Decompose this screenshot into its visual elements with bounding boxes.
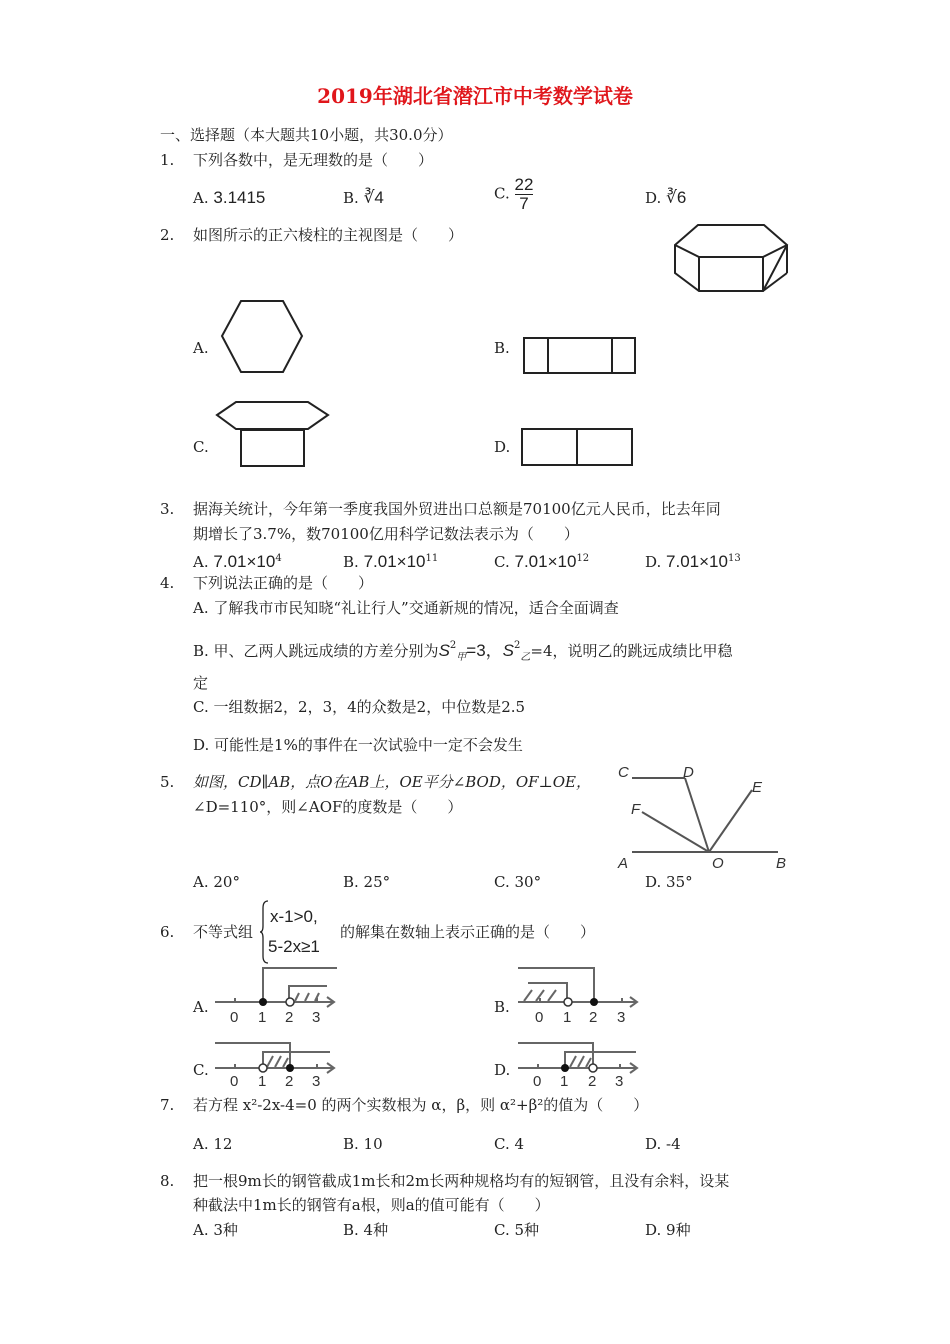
q7-option-b[interactable]: B. 10 bbox=[343, 1135, 383, 1153]
q4-option-c[interactable]: C. 一组数据2，2，3，4的众数是2，中位数是2.5 bbox=[193, 698, 526, 716]
q5-option-c[interactable]: C. 30° bbox=[494, 873, 542, 891]
option-label: B. bbox=[343, 189, 359, 207]
q6-stem-suffix: 的解集在数轴上表示正确的是（ ） bbox=[340, 923, 596, 941]
number-line-d bbox=[518, 1040, 643, 1090]
q6-option-d[interactable]: D. bbox=[494, 1061, 511, 1079]
q1-stem: 下列各数中，是无理数的是（ ） bbox=[193, 151, 434, 169]
label-e: E bbox=[752, 779, 763, 796]
tick-label: 1 bbox=[258, 1009, 267, 1026]
option-exponent: 4 bbox=[275, 553, 282, 564]
number-line-c bbox=[215, 1040, 340, 1090]
exponent: 2 bbox=[514, 640, 521, 651]
option-text: B. 甲、乙两人跳远成绩的方差分别为 bbox=[193, 642, 439, 660]
tick-label: 3 bbox=[615, 1073, 624, 1090]
q3-option-d[interactable] bbox=[645, 549, 741, 572]
tick-label: 2 bbox=[285, 1009, 294, 1026]
q1-option-c[interactable] bbox=[494, 176, 533, 213]
q3-option-a[interactable] bbox=[193, 549, 282, 572]
option-value: 3.1415 bbox=[213, 188, 266, 207]
option-value: ∛4 bbox=[363, 188, 384, 207]
open-point bbox=[259, 1064, 267, 1072]
fraction bbox=[515, 176, 534, 213]
option-base: 7.01×10 bbox=[363, 552, 426, 571]
variance-symbol: S bbox=[502, 641, 515, 660]
q7-stem: 若方程 x²-2x-4=0 的两个实数根为 α，β，则 α²+β²的值为（ ） bbox=[193, 1096, 649, 1114]
option-base: 7.01×10 bbox=[213, 552, 276, 571]
option-text: =3， bbox=[466, 641, 503, 660]
option-exponent: 13 bbox=[727, 553, 741, 564]
option-base: 7.01×10 bbox=[666, 552, 728, 571]
label-a: A bbox=[618, 855, 629, 872]
exponent: 2 bbox=[449, 640, 457, 651]
open-point bbox=[286, 998, 294, 1006]
q5-stem-line2: ∠D=110°，则∠AOF的度数是（ ） bbox=[193, 798, 463, 816]
q6-option-c[interactable]: C. bbox=[193, 1061, 209, 1079]
tick-label: 2 bbox=[588, 1073, 597, 1090]
variance-symbol: S bbox=[438, 641, 450, 660]
tick-label: 1 bbox=[560, 1073, 569, 1090]
q8-option-c[interactable]: C. 5种 bbox=[494, 1221, 540, 1239]
option-exponent: 11 bbox=[425, 553, 439, 564]
option-label: C. bbox=[494, 553, 510, 571]
option-base: 7.01×10 bbox=[514, 552, 577, 571]
closed-point bbox=[590, 998, 598, 1006]
q1-option-b[interactable] bbox=[343, 188, 384, 208]
open-point bbox=[564, 998, 572, 1006]
q3-stem-line1: 据海关统计，今年第一季度我国外贸进出口总额是70100亿元人民币，比去年同 bbox=[193, 500, 721, 518]
angle-figure bbox=[612, 760, 792, 872]
tick-label: 3 bbox=[312, 1073, 321, 1090]
q8-option-a[interactable]: A. 3种 bbox=[193, 1221, 238, 1239]
closed-point bbox=[561, 1064, 569, 1072]
numerator: 22 bbox=[514, 175, 534, 194]
label-d: D bbox=[683, 764, 694, 781]
q4-number: 4. bbox=[160, 574, 175, 592]
q7-option-d[interactable]: D. -4 bbox=[645, 1135, 681, 1153]
tick-label: 3 bbox=[312, 1009, 321, 1026]
closed-point bbox=[259, 998, 267, 1006]
q3-stem-line2: 期增长了3.7%，数70100亿用科学记数法表示为（ ） bbox=[193, 525, 579, 543]
q6-stem-prefix: 不等式组 bbox=[193, 923, 254, 941]
inequality-1: x-1>0, bbox=[270, 907, 318, 926]
q1-option-d[interactable] bbox=[645, 188, 686, 208]
q2-option-c[interactable]: C. bbox=[193, 438, 209, 456]
tick-label: 2 bbox=[285, 1073, 294, 1090]
number-line-a bbox=[215, 965, 340, 1025]
tick-label: 3 bbox=[617, 1009, 626, 1026]
closed-point bbox=[286, 1064, 294, 1072]
option-exponent: 12 bbox=[576, 553, 590, 564]
option-label: B. bbox=[343, 553, 359, 571]
q2-number: 2. bbox=[160, 226, 175, 244]
q7-option-c[interactable]: C. 4 bbox=[494, 1135, 525, 1153]
subscript: 甲 bbox=[456, 652, 467, 663]
number-line-b bbox=[518, 965, 643, 1025]
label-c: C bbox=[618, 764, 629, 781]
option-label: D. bbox=[645, 189, 662, 207]
subscript: 乙 bbox=[520, 652, 531, 663]
q3-number: 3. bbox=[160, 500, 175, 518]
q2-option-b[interactable]: B. bbox=[494, 339, 510, 357]
q4-option-b-continued: 定 bbox=[193, 674, 209, 692]
q8-stem-line2: 种截法中1m长的钢管有a根，则a的值可能有（ ） bbox=[193, 1196, 550, 1214]
q4-option-d[interactable]: D. 可能性是1%的事件在一次试验中一定不会发生 bbox=[193, 736, 523, 754]
q6-option-a[interactable]: A. bbox=[193, 998, 209, 1016]
section-heading: 一、选择题（本大题共10小题，共30.0分） bbox=[160, 126, 453, 144]
tick-label: 0 bbox=[535, 1009, 544, 1026]
q2-option-d[interactable]: D. bbox=[494, 438, 511, 456]
q8-option-d[interactable]: D. 9种 bbox=[645, 1221, 691, 1239]
q6-option-b[interactable]: B. bbox=[494, 998, 510, 1016]
option-label: A. bbox=[193, 553, 209, 571]
tick-label: 2 bbox=[589, 1009, 598, 1026]
option-value: ∛6 bbox=[666, 188, 687, 207]
q8-option-b[interactable]: B. 4种 bbox=[343, 1221, 389, 1239]
q5-option-b[interactable]: B. 25° bbox=[343, 873, 391, 891]
tick-label: 1 bbox=[258, 1073, 267, 1090]
label-o: O bbox=[712, 855, 724, 872]
hexagon-over-rectangle-figure bbox=[216, 401, 330, 468]
option-label: D. bbox=[645, 553, 662, 571]
three-rectangle-figure bbox=[523, 337, 637, 374]
q8-number: 8. bbox=[160, 1172, 175, 1190]
q7-number: 7. bbox=[160, 1096, 175, 1114]
q7-option-a[interactable]: A. 12 bbox=[193, 1135, 233, 1153]
option-label: C. bbox=[494, 184, 510, 203]
q5-option-d[interactable]: D. 35° bbox=[645, 873, 693, 891]
q4-option-a[interactable]: A. 了解我市市民知晓“礼让行人”交通新规的情况，适合全面调查 bbox=[193, 599, 619, 617]
label-b: B bbox=[776, 855, 787, 872]
q1-number: 1. bbox=[160, 151, 175, 169]
q4-stem: 下列说法正确的是（ ） bbox=[193, 574, 374, 592]
q5-stem-line1: 如图，CD∥AB，点O在AB上，OE平分∠BOD，OF⊥OE， bbox=[193, 773, 591, 791]
denominator: 7 bbox=[519, 194, 529, 213]
q3-option-c[interactable] bbox=[494, 549, 589, 572]
q3-option-b[interactable] bbox=[343, 549, 438, 572]
inequality-2: 5-2x≥1 bbox=[268, 937, 320, 956]
hexagonal-prism-figure bbox=[674, 224, 789, 294]
q2-option-a[interactable]: A. bbox=[193, 339, 209, 357]
label-f: F bbox=[631, 801, 641, 818]
tick-label: 0 bbox=[230, 1073, 239, 1090]
two-rectangle-figure bbox=[521, 428, 634, 466]
q6-number: 6. bbox=[160, 923, 175, 941]
tick-label: 1 bbox=[563, 1009, 572, 1026]
q4-option-b[interactable] bbox=[193, 636, 733, 668]
tick-label: 0 bbox=[533, 1073, 542, 1090]
open-point bbox=[589, 1064, 597, 1072]
q5-number: 5. bbox=[160, 773, 175, 791]
option-text: =4，说明乙的跳远成绩比甲稳 bbox=[530, 642, 733, 660]
page-title: 2019年湖北省潜江市中考数学试卷 bbox=[317, 84, 633, 108]
option-label: A. bbox=[193, 189, 209, 207]
tick-label: 0 bbox=[230, 1009, 239, 1026]
q8-stem-line1: 把一根9m长的钢管截成1m长和2m长两种规格均有的短钢管，且没有余料，设某 bbox=[193, 1172, 730, 1190]
hexagon-figure bbox=[221, 300, 303, 373]
q1-option-a[interactable] bbox=[193, 188, 265, 208]
q5-option-a[interactable]: A. 20° bbox=[193, 873, 240, 891]
q2-stem: 如图所示的正六棱柱的主视图是（ ） bbox=[193, 226, 464, 244]
